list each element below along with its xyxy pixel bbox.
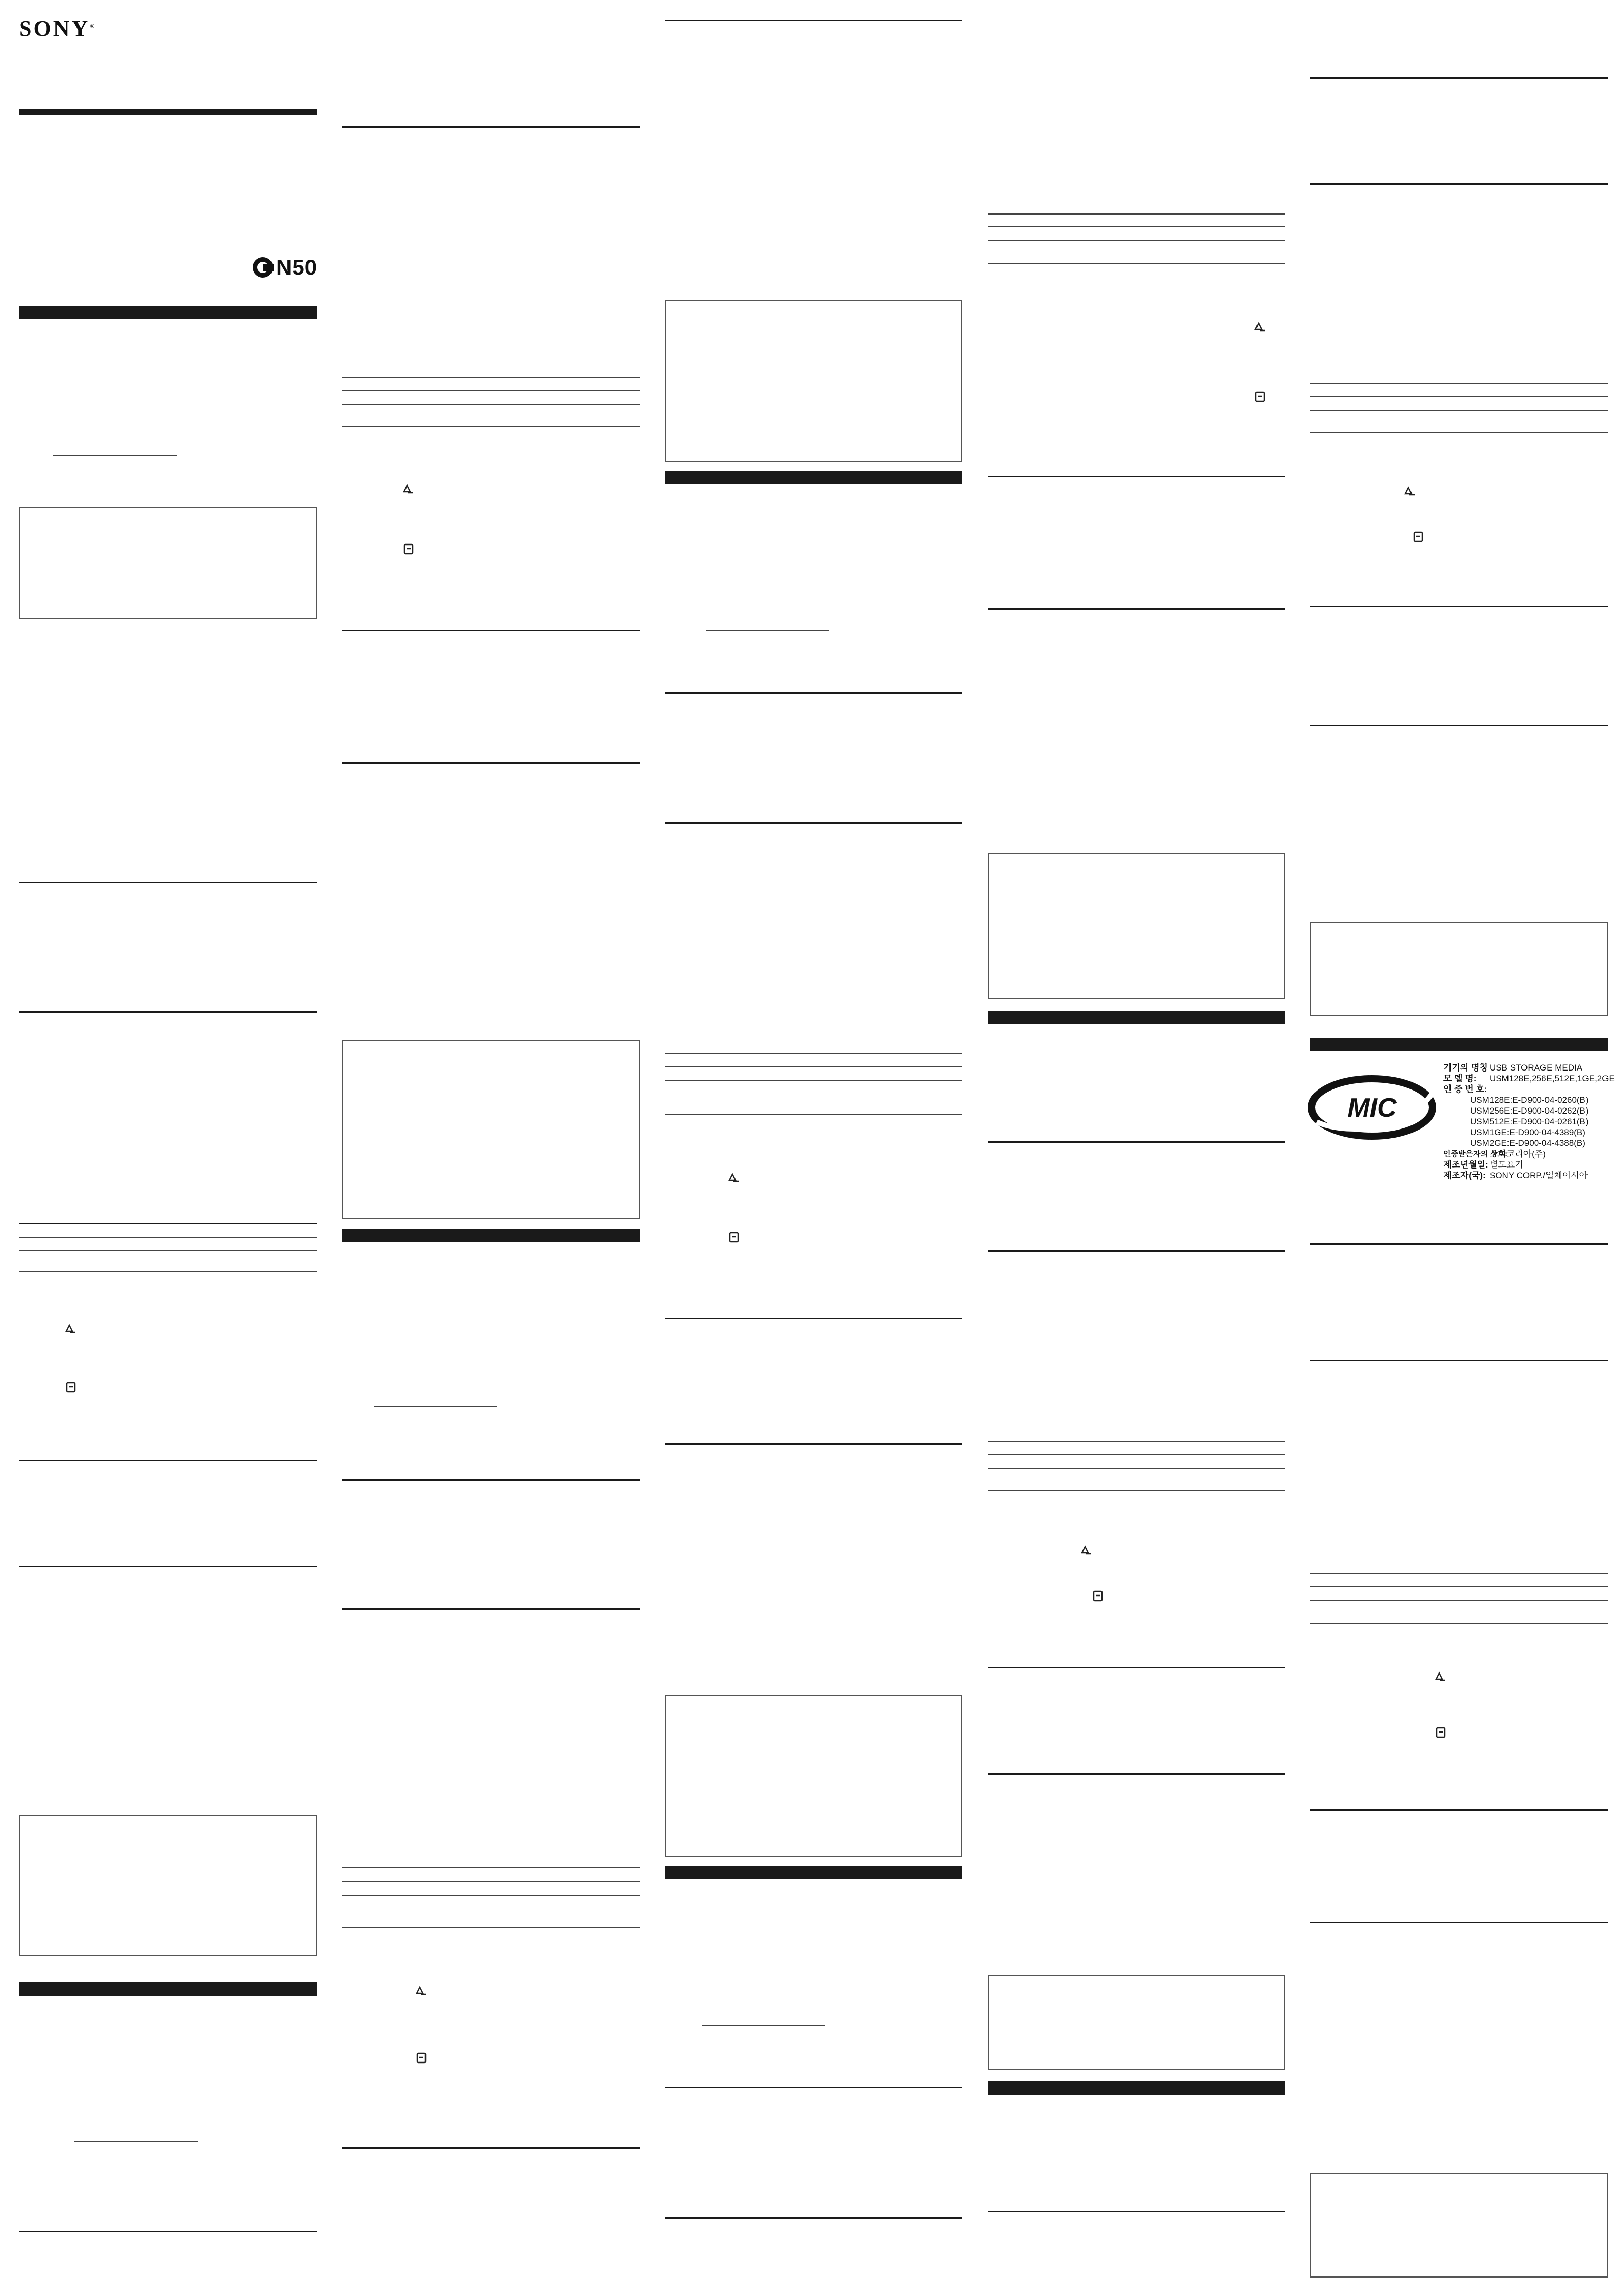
- device-name-key: 기기의 명칭: [1443, 1063, 1488, 1073]
- section-rule: [19, 2231, 317, 2232]
- battery-icon: [64, 1380, 78, 1394]
- battery-icon: [1253, 390, 1267, 403]
- trademark-symbol: ®: [90, 22, 95, 30]
- section-rule: [19, 1011, 317, 1013]
- notice-box: [19, 507, 317, 619]
- column-2: [342, 0, 640, 2296]
- manufacturer-value: SONY CORP./일체이시아: [1490, 1171, 1588, 1180]
- table-rule: [342, 1927, 640, 1928]
- table-rule: [1310, 1623, 1608, 1624]
- section-rule: [988, 1667, 1285, 1668]
- table-rule: [342, 1881, 640, 1882]
- cert-number: USM512E:E-D900-04-0261(B): [1470, 1117, 1589, 1126]
- compliance-text: N50: [276, 255, 318, 279]
- table-rule: [988, 1490, 1285, 1491]
- sony-logo: [19, 15, 94, 42]
- section-rule: [19, 882, 317, 883]
- section-rule: [665, 2087, 962, 2088]
- section-rule: [1310, 1922, 1608, 1923]
- cert-number: USM2GE:E-D900-04-4388(B): [1470, 1138, 1586, 1148]
- section-rule: [988, 608, 1285, 610]
- notice-box: [988, 1975, 1285, 2070]
- table-rule: [665, 1053, 962, 1054]
- table-rule: [1310, 1586, 1608, 1587]
- notice-box: [665, 1695, 962, 1857]
- table-rule: [988, 1454, 1285, 1455]
- section-rule: [665, 692, 962, 694]
- notice-box: [988, 853, 1285, 999]
- underline: [706, 630, 829, 631]
- applicant-key: 인증받은자의 상호:: [1443, 1150, 1508, 1158]
- notice-box: [19, 1815, 317, 1956]
- section-rule: [342, 762, 640, 764]
- section-rule: [1310, 1809, 1608, 1811]
- section-header-bar: [988, 2081, 1285, 2095]
- section-rule: [19, 109, 317, 115]
- table-rule: [19, 1250, 317, 1251]
- section-rule: [342, 2147, 640, 2149]
- section-rule: [988, 1250, 1285, 1252]
- table-rule: [988, 213, 1285, 215]
- c-tick-icon: [253, 257, 273, 278]
- section-rule: [665, 1318, 962, 1319]
- battery-icon: [727, 1231, 741, 1244]
- section-rule: [1310, 1360, 1608, 1361]
- section-rule: [665, 2217, 962, 2219]
- underline: [53, 455, 177, 456]
- model-value: USM128E,256E,512E,1GE,2GE: [1490, 1074, 1615, 1083]
- notice-box: [1310, 2173, 1608, 2278]
- date-value: 별도표기: [1490, 1160, 1523, 1170]
- section-rule: [665, 1443, 962, 1445]
- compliance-mark: [253, 255, 317, 280]
- section-rule: [988, 2211, 1285, 2212]
- manufacturer-key: 제조자(국):: [1443, 1171, 1486, 1180]
- section-rule: [342, 126, 640, 128]
- notice-box: [342, 1040, 640, 1219]
- cert-number: USM128E:E-D900-04-0260(B): [1470, 1095, 1589, 1105]
- section-rule: [342, 1479, 640, 1481]
- device-name-value: USB STORAGE MEDIA: [1490, 1063, 1583, 1073]
- section-rule: [988, 1141, 1285, 1143]
- table-rule: [342, 390, 640, 391]
- table-rule: [988, 1468, 1285, 1469]
- cert-number: USM256E:E-D900-04-0262(B): [1470, 1106, 1589, 1116]
- table-rule: [1310, 1600, 1608, 1601]
- table-rule: [342, 1895, 640, 1896]
- table-rule: [665, 1080, 962, 1081]
- battery-icon: [1091, 1589, 1105, 1603]
- section-header-bar: [342, 1229, 640, 1242]
- brand-name: SONY: [19, 16, 90, 41]
- column-1: [19, 0, 317, 2296]
- section-rule: [988, 1773, 1285, 1775]
- table-rule: [19, 1223, 317, 1224]
- table-rule: [665, 1114, 962, 1115]
- notice-box: [665, 300, 962, 462]
- table-rule: [665, 1066, 962, 1067]
- column-3: [665, 0, 962, 2296]
- battery-icon: [1434, 1726, 1447, 1739]
- table-rule: [1310, 1573, 1608, 1574]
- table-rule: [342, 426, 640, 427]
- underline: [702, 2025, 825, 2026]
- table-rule: [342, 1867, 640, 1868]
- section-rule: [342, 630, 640, 631]
- section-header-bar: [988, 1011, 1285, 1024]
- column-5-lower: [1310, 0, 1608, 2296]
- recycle-icon: [727, 1171, 741, 1184]
- recycle-icon: [1434, 1670, 1447, 1683]
- date-key: 제조년월일:: [1443, 1160, 1488, 1170]
- section-rule: [19, 1566, 317, 1567]
- table-rule: [988, 1441, 1285, 1442]
- section-rule: [665, 20, 962, 21]
- table-rule: [988, 226, 1285, 227]
- section-rule: [988, 476, 1285, 477]
- table-rule: [19, 1237, 317, 1238]
- table-rule: [988, 240, 1285, 241]
- underline: [74, 2141, 198, 2142]
- section-rule: [665, 822, 962, 824]
- recycle-icon: [1080, 1544, 1093, 1557]
- battery-icon: [415, 2051, 428, 2065]
- table-rule: [988, 263, 1285, 264]
- recycle-icon: [1253, 320, 1267, 334]
- table-rule: [19, 1271, 317, 1272]
- section-header-bar: [19, 306, 317, 319]
- battery-icon: [402, 542, 415, 556]
- section-header-bar: [665, 471, 962, 484]
- section-rule: [19, 1460, 317, 1461]
- column-4: [988, 0, 1285, 2296]
- model-key: 모 델 명:: [1443, 1074, 1477, 1083]
- table-rule: [342, 404, 640, 405]
- underline: [374, 1406, 497, 1407]
- section-header-bar: [19, 1982, 317, 1996]
- section-rule: [342, 1608, 640, 1610]
- section-rule: [1310, 1243, 1608, 1245]
- recycle-icon: [415, 1984, 428, 1997]
- recycle-icon: [402, 482, 415, 496]
- recycle-icon: [64, 1322, 78, 1335]
- table-rule: [342, 377, 640, 378]
- applicant-value: 소니코리아(주): [1490, 1149, 1546, 1159]
- mic-logo-text: MIC: [1347, 1093, 1397, 1123]
- cert-number: USM1GE:E-D900-04-4389(B): [1470, 1127, 1586, 1137]
- section-header-bar: [665, 1866, 962, 1879]
- cert-key: 인 증 번 호:: [1443, 1084, 1487, 1094]
